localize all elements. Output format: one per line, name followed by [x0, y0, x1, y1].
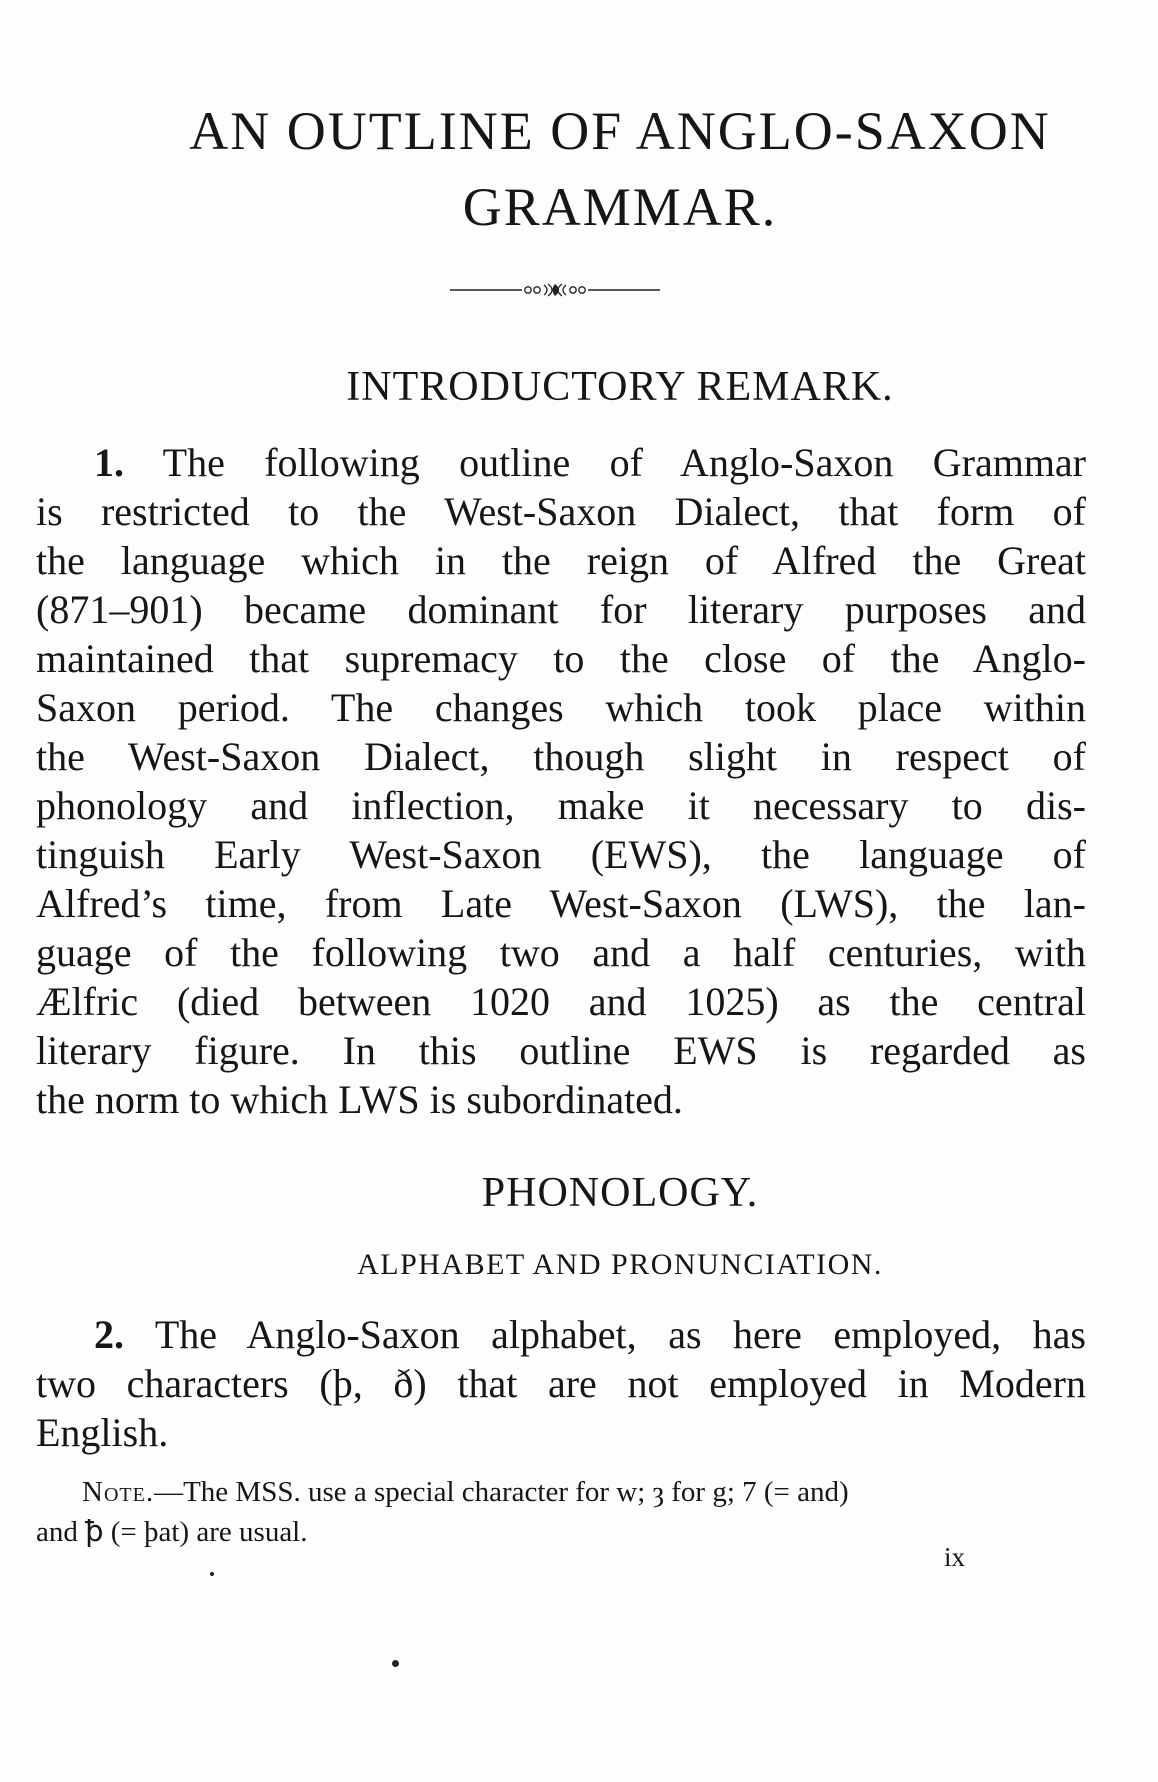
text-line: the norm to which LWS is subordinated. — [36, 1077, 683, 1122]
ink-speck — [392, 1660, 399, 1667]
alphabet-subheading: ALPHABET AND PRONUNCIATION. — [357, 1248, 883, 1281]
note-line: and ꝥ (= þat) are usual. — [36, 1516, 308, 1548]
ornament-rule-icon — [450, 280, 660, 300]
text-line: (871–901) became dominant for literary purposes and — [36, 587, 1086, 632]
ink-speck — [210, 1572, 214, 1576]
note-label: Note. — [82, 1476, 155, 1508]
text-line: literary figure. In this outline EWS is regarded as — [36, 1028, 1086, 1073]
text-line: the language which in the reign of Alfred the Great — [36, 538, 1086, 583]
paragraph-number: 2. — [94, 1312, 124, 1357]
text-line: two characters (þ, ð) that are not employed in Modern — [36, 1361, 1086, 1406]
note-line: Note.—The MSS. use a special character for w; ȝ for g; 7 (= and) — [82, 1476, 849, 1508]
text-line: tinguish Early West-Saxon (EWS), the language of — [36, 832, 1086, 877]
note — [36, 1472, 1086, 1552]
title-line-1: AN OUTLINE OF ANGLO-SAXON — [189, 101, 1051, 161]
text-line: the West-Saxon Dialect, though slight in respect of — [36, 734, 1086, 779]
phonology-heading: PHONOLOGY. — [481, 1170, 759, 1216]
paragraph-1 — [36, 438, 1086, 1124]
text-line: Ælfric (died between 1020 and 1025) as the central — [36, 979, 1086, 1024]
text-line: guage of the following two and a half centuries, with — [36, 930, 1086, 975]
page-number: ix — [944, 1542, 966, 1572]
text-line: 1. The following outline of Anglo-Saxon Grammar — [94, 440, 1087, 485]
text-line: English. — [36, 1410, 169, 1455]
text-line: Alfred’s time, from Late West-Saxon (LWS), the lan- — [36, 881, 1086, 926]
title-line-2: GRAMMAR. — [462, 177, 778, 237]
paragraph-number: 1. — [94, 440, 124, 485]
text-line: 2. The Anglo-Saxon alphabet, as here employed, has — [94, 1312, 1086, 1357]
text-line: phonology and inflection, make it necessary to dis- — [36, 783, 1086, 828]
intro-heading: INTRODUCTORY REMARK. — [346, 364, 894, 410]
text-line: is restricted to the West-Saxon Dialect, that form of — [36, 489, 1086, 534]
text-line: maintained that supremacy to the close of the Anglo- — [36, 636, 1086, 681]
paragraph-2 — [36, 1310, 1086, 1457]
text-line: Saxon period. The changes which took place within — [36, 685, 1086, 730]
